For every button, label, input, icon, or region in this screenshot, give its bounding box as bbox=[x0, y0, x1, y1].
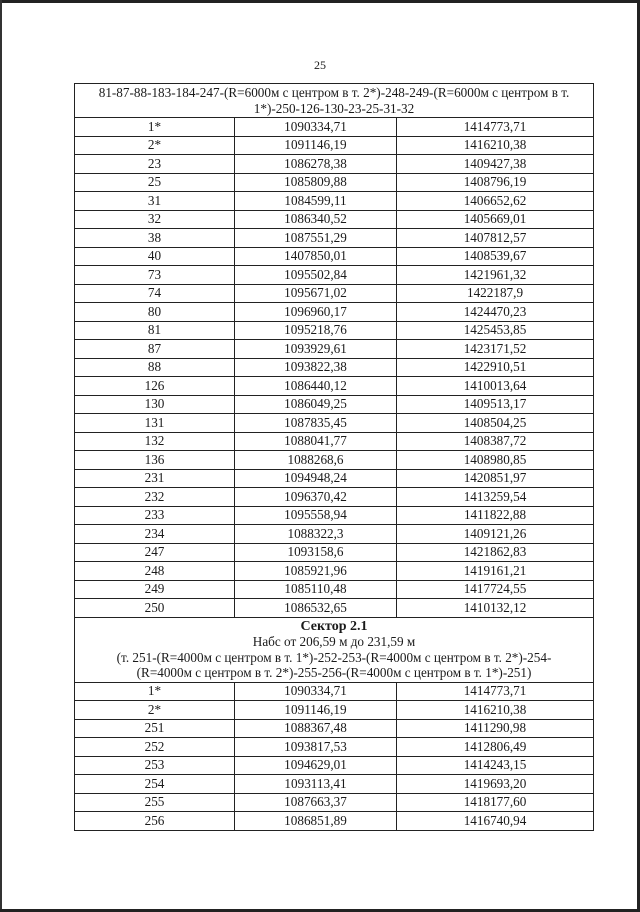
x-coordinate-cell: 1407850,01 bbox=[235, 247, 397, 266]
table-row bbox=[75, 432, 594, 451]
point-number-cell: 247 bbox=[75, 543, 235, 562]
point-number-cell: 73 bbox=[75, 266, 235, 285]
y-coordinate-cell: 1416740,94 bbox=[397, 812, 594, 831]
x-coordinate-cell: 1085110,48 bbox=[235, 580, 397, 599]
y-coordinate-cell: 1407812,57 bbox=[397, 229, 594, 248]
sector-title: Сектор 2.1 bbox=[300, 618, 368, 634]
table-row bbox=[75, 469, 594, 488]
point-number-cell: 136 bbox=[75, 451, 235, 470]
x-coordinate-cell: 1088041,77 bbox=[235, 432, 397, 451]
table-row bbox=[75, 543, 594, 562]
table-row bbox=[75, 192, 594, 211]
y-coordinate-cell: 1409121,26 bbox=[397, 525, 594, 544]
point-number-cell: 231 bbox=[75, 469, 235, 488]
x-coordinate-cell: 1093113,41 bbox=[235, 775, 397, 794]
point-number-cell: 131 bbox=[75, 414, 235, 433]
x-coordinate-cell: 1096370,42 bbox=[235, 488, 397, 507]
page-number: 25 bbox=[314, 58, 326, 72]
y-coordinate-cell: 1421862,83 bbox=[397, 543, 594, 562]
point-number-cell: 87 bbox=[75, 340, 235, 359]
x-coordinate-cell: 1088367,48 bbox=[235, 719, 397, 738]
point-number-cell: 1* bbox=[75, 118, 235, 137]
y-coordinate-cell: 1413259,54 bbox=[397, 488, 594, 507]
y-coordinate-cell: 1409513,17 bbox=[397, 395, 594, 414]
x-coordinate-cell: 1084599,11 bbox=[235, 192, 397, 211]
table-row bbox=[75, 506, 594, 525]
table-row bbox=[75, 118, 594, 137]
table-row bbox=[75, 562, 594, 581]
x-coordinate-cell: 1086532,65 bbox=[235, 599, 397, 618]
y-coordinate-cell: 1411290,98 bbox=[397, 719, 594, 738]
y-coordinate-cell: 1422187,9 bbox=[397, 284, 594, 303]
coordinates-table bbox=[74, 83, 594, 831]
boundary-description-line: (т. 251-(R=4000м с центром в т. 1*)-252-253-(R=4000м с центром в т. 2*)-254- bbox=[116, 649, 552, 665]
table-row bbox=[75, 340, 594, 359]
scan-border-top bbox=[0, 0, 640, 3]
y-coordinate-cell: 1421961,32 bbox=[397, 266, 594, 285]
point-number-cell: 88 bbox=[75, 358, 235, 377]
point-number-cell: 2* bbox=[75, 136, 235, 155]
point-number-cell: 251 bbox=[75, 719, 235, 738]
y-coordinate-cell: 1414773,71 bbox=[397, 118, 594, 137]
table-row bbox=[75, 266, 594, 285]
point-number-cell: 232 bbox=[75, 488, 235, 507]
point-number-cell: 255 bbox=[75, 793, 235, 812]
table-row bbox=[75, 155, 594, 174]
table-row bbox=[75, 701, 594, 720]
section-header bbox=[75, 617, 594, 682]
point-number-cell: 38 bbox=[75, 229, 235, 248]
y-coordinate-cell: 1422910,51 bbox=[397, 358, 594, 377]
y-coordinate-cell: 1411822,88 bbox=[397, 506, 594, 525]
boundary-description-line: 81-87-88-183-184-247-(R=6000м с центром в т. 2*)-248-249-(R=6000м с центром в т. bbox=[98, 85, 570, 100]
table-row bbox=[75, 793, 594, 812]
y-coordinate-cell: 1410132,12 bbox=[397, 599, 594, 618]
table-row bbox=[75, 377, 594, 396]
table-row bbox=[75, 247, 594, 266]
x-coordinate-cell: 1086440,12 bbox=[235, 377, 397, 396]
coordinates-table-body bbox=[75, 84, 594, 831]
table-row bbox=[75, 738, 594, 757]
x-coordinate-cell: 1095502,84 bbox=[235, 266, 397, 285]
point-number-cell: 31 bbox=[75, 192, 235, 211]
point-number-cell: 256 bbox=[75, 812, 235, 831]
x-coordinate-cell: 1088322,3 bbox=[235, 525, 397, 544]
table-row bbox=[75, 358, 594, 377]
y-coordinate-cell: 1419161,21 bbox=[397, 562, 594, 581]
x-coordinate-cell: 1086340,52 bbox=[235, 210, 397, 229]
point-number-cell: 74 bbox=[75, 284, 235, 303]
x-coordinate-cell: 1085921,96 bbox=[235, 562, 397, 581]
x-coordinate-cell: 1086049,25 bbox=[235, 395, 397, 414]
point-number-cell: 23 bbox=[75, 155, 235, 174]
point-number-cell: 253 bbox=[75, 756, 235, 775]
point-number-cell: 132 bbox=[75, 432, 235, 451]
point-number-cell: 234 bbox=[75, 525, 235, 544]
point-number-cell: 80 bbox=[75, 303, 235, 322]
x-coordinate-cell: 1093822,38 bbox=[235, 358, 397, 377]
y-coordinate-cell: 1416210,38 bbox=[397, 701, 594, 720]
y-coordinate-cell: 1423171,52 bbox=[397, 340, 594, 359]
section-header bbox=[75, 84, 594, 118]
table-row bbox=[75, 580, 594, 599]
table-row bbox=[75, 173, 594, 192]
table-row bbox=[75, 414, 594, 433]
table-row bbox=[75, 775, 594, 794]
y-coordinate-cell: 1405669,01 bbox=[397, 210, 594, 229]
x-coordinate-cell: 1095671,02 bbox=[235, 284, 397, 303]
y-coordinate-cell: 1406652,62 bbox=[397, 192, 594, 211]
x-coordinate-cell: 1086278,38 bbox=[235, 155, 397, 174]
table-row bbox=[75, 812, 594, 831]
table-row bbox=[75, 136, 594, 155]
point-number-cell: 252 bbox=[75, 738, 235, 757]
x-coordinate-cell: 1093158,6 bbox=[235, 543, 397, 562]
section-header-row bbox=[75, 617, 594, 682]
table-row bbox=[75, 284, 594, 303]
point-number-cell: 81 bbox=[75, 321, 235, 340]
y-coordinate-cell: 1412806,49 bbox=[397, 738, 594, 757]
y-coordinate-cell: 1419693,20 bbox=[397, 775, 594, 794]
sector-height-range: Набс от 206,59 м до 231,59 м bbox=[252, 634, 416, 649]
y-coordinate-cell: 1420851,97 bbox=[397, 469, 594, 488]
x-coordinate-cell: 1093929,61 bbox=[235, 340, 397, 359]
y-coordinate-cell: 1424470,23 bbox=[397, 303, 594, 322]
point-number-cell: 2* bbox=[75, 701, 235, 720]
point-number-cell: 254 bbox=[75, 775, 235, 794]
x-coordinate-cell: 1090334,71 bbox=[235, 118, 397, 137]
y-coordinate-cell: 1414243,15 bbox=[397, 756, 594, 775]
table-row bbox=[75, 395, 594, 414]
table-row bbox=[75, 525, 594, 544]
point-number-cell: 40 bbox=[75, 247, 235, 266]
point-number-cell: 126 bbox=[75, 377, 235, 396]
x-coordinate-cell: 1088268,6 bbox=[235, 451, 397, 470]
table-row bbox=[75, 210, 594, 229]
x-coordinate-cell: 1087835,45 bbox=[235, 414, 397, 433]
x-coordinate-cell: 1087551,29 bbox=[235, 229, 397, 248]
x-coordinate-cell: 1094948,24 bbox=[235, 469, 397, 488]
y-coordinate-cell: 1408387,72 bbox=[397, 432, 594, 451]
x-coordinate-cell: 1085809,88 bbox=[235, 173, 397, 192]
x-coordinate-cell: 1091146,19 bbox=[235, 701, 397, 720]
x-coordinate-cell: 1096960,17 bbox=[235, 303, 397, 322]
x-coordinate-cell: 1095558,94 bbox=[235, 506, 397, 525]
y-coordinate-cell: 1408504,25 bbox=[397, 414, 594, 433]
point-number-cell: 25 bbox=[75, 173, 235, 192]
scan-border-left bbox=[0, 0, 2, 912]
x-coordinate-cell: 1094629,01 bbox=[235, 756, 397, 775]
y-coordinate-cell: 1408796,19 bbox=[397, 173, 594, 192]
y-coordinate-cell: 1418177,60 bbox=[397, 793, 594, 812]
section-header-row bbox=[75, 84, 594, 118]
point-number-cell: 249 bbox=[75, 580, 235, 599]
point-number-cell: 130 bbox=[75, 395, 235, 414]
y-coordinate-cell: 1416210,38 bbox=[397, 136, 594, 155]
y-coordinate-cell: 1414773,71 bbox=[397, 682, 594, 701]
boundary-description-line: (R=4000м с центром в т. 2*)-255-256-(R=4000м с центром в т. 1*)-251) bbox=[136, 665, 532, 680]
point-number-cell: 248 bbox=[75, 562, 235, 581]
x-coordinate-cell: 1093817,53 bbox=[235, 738, 397, 757]
table-row bbox=[75, 488, 594, 507]
y-coordinate-cell: 1409427,38 bbox=[397, 155, 594, 174]
table-row bbox=[75, 451, 594, 470]
y-coordinate-cell: 1408980,85 bbox=[397, 451, 594, 470]
point-number-cell: 250 bbox=[75, 599, 235, 618]
x-coordinate-cell: 1090334,71 bbox=[235, 682, 397, 701]
table-row bbox=[75, 719, 594, 738]
table-row bbox=[75, 303, 594, 322]
table-row bbox=[75, 599, 594, 618]
point-number-cell: 1* bbox=[75, 682, 235, 701]
x-coordinate-cell: 1087663,37 bbox=[235, 793, 397, 812]
table-row bbox=[75, 682, 594, 701]
y-coordinate-cell: 1408539,67 bbox=[397, 247, 594, 266]
y-coordinate-cell: 1417724,55 bbox=[397, 580, 594, 599]
table-row bbox=[75, 321, 594, 340]
y-coordinate-cell: 1425453,85 bbox=[397, 321, 594, 340]
table-row bbox=[75, 229, 594, 248]
table-row bbox=[75, 756, 594, 775]
y-coordinate-cell: 1410013,64 bbox=[397, 377, 594, 396]
x-coordinate-cell: 1095218,76 bbox=[235, 321, 397, 340]
point-number-cell: 32 bbox=[75, 210, 235, 229]
x-coordinate-cell: 1091146,19 bbox=[235, 136, 397, 155]
point-number-cell: 233 bbox=[75, 506, 235, 525]
boundary-description-line: 1*)-250-126-130-23-25-31-32 bbox=[253, 100, 415, 116]
x-coordinate-cell: 1086851,89 bbox=[235, 812, 397, 831]
